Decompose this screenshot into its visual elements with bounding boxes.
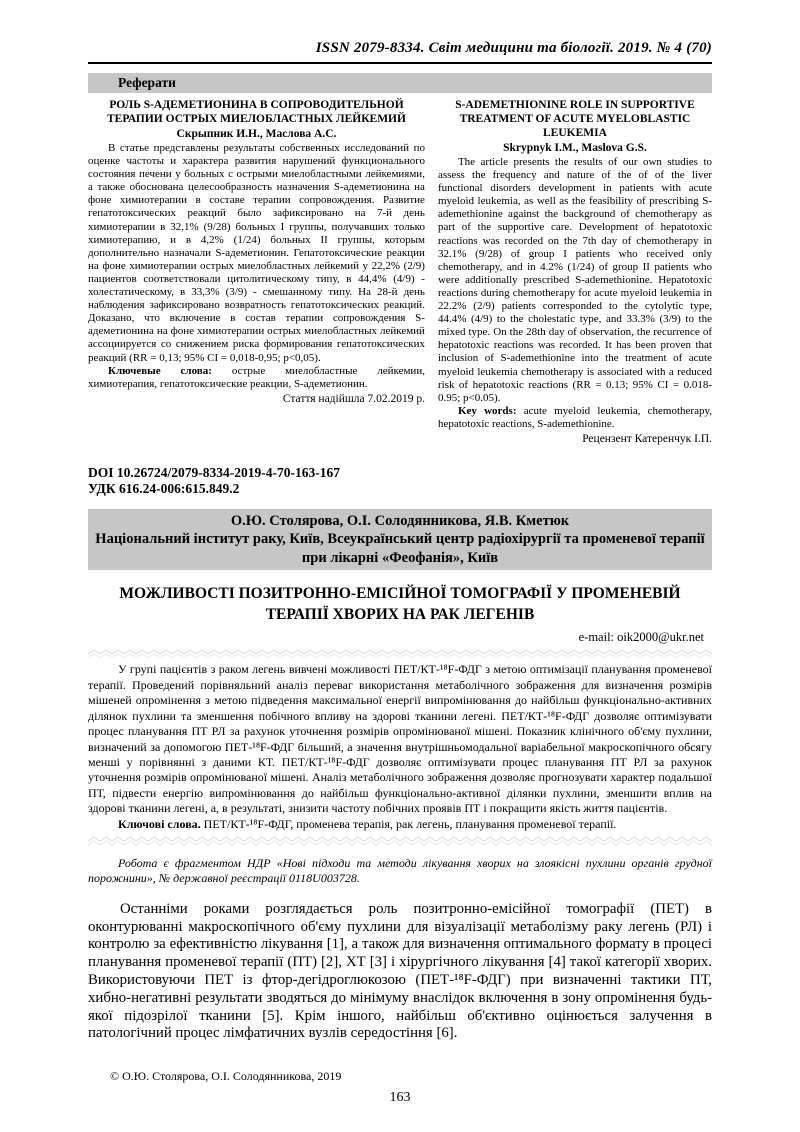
- abstract-en-keywords-label: Key words:: [457, 404, 517, 417]
- abstract-en-authors: Skrypnyk I.M., Maslova G.S.: [503, 142, 647, 154]
- abstract-en-reviewer: Рецензент Катеренчук І.П.: [582, 432, 712, 445]
- article-abstract-ua: У групі пацієнтів з раком легень вивчені можливості ПЕТ/КТ-¹⁸F-ФДГ з метою оптимізації планування променевої терапії. Проведений порівняльний аналіз переваг використання метаболічного зображення для визначення розмірів мішеней опромінення з метою підведення максимальної енергії випромінювання до найбільш функціонально-активних ділянок пухлини та зменшення побічного впливу на здорові тканини легені. ПЕТ/КТ-¹⁸F-ФДГ дозволяє оптимізувати процес планування ПТ РЛ за рахунок уточнення розмірів опромінюваної мішені. Показник клінічного об'єму пухлини, визначений за допомогою ПЕТ-¹⁸F-ФДГ більший, а значення внутрішньомодальної варіабельної макроскопічного обсягу менші у порівнянні з даними КТ. ПЕТ/КТ-¹⁸F-ФДГ дозволяє оптимізувати процес планування ПТ РЛ за рахунок уточнення розмірів опромінюваної мішені. Аналіз метаболічного зображення дозволяє прогнозувати характер подальшої ПТ, підвести енергію випромінювання до найбільш функціонально-активної ділянки пухлини, зменшити вплив на здорові тканини легені, а, в результаті, знизити частоту побічних проявів ПТ і покращити якість життя пацієнтів.: [88, 662, 712, 816]
- abstract-russian-column: [88, 96, 425, 445]
- article-keywords-ua: [88, 817, 712, 832]
- abstract-en-body: The article presents the results of our own studies to assess the frequency and nature of the of of the liver functional disorders development in patients with acute myeloid leukemia, as well as the feasibility of prescribing S-ademethionine against the background of chemotherapy as part of the supportive care. Development of hepatotoxic reactions was recorded on the 7th day of chemotherapy in 32.1% (9/28) of group I patients who received only chemotherapy, and in 4.2% (1/24) of group II patients who were additionally prescribed S-ademethionine. Hepatotoxic reactions during chemotherapy for acute myeloid leukemia in 22.2% (2/9) patients corresponded to the cytolytic type, 44.4% (4/9) to the cholestatic type, and 33.3% (3/9) to the mixed type. On the 28th day of observation, the recurrence of hepatotoxic reactions was recorded. It has been proven that inclusion of S-ademethionine into the treatment of acute myeloid leukemia chemotherapy is associated with a reduced risk of hepatotoxic reactions (RR = 0.13; 95% CI = 0.018-0.95; p<0.05).: [437, 156, 712, 404]
- abstract-ru-keywords: [88, 365, 425, 391]
- article-keywords-label: Ключові слова.: [118, 816, 201, 831]
- zigzag-separator-bottom: [88, 835, 712, 846]
- page-number: 163: [389, 1090, 411, 1105]
- abstracts-two-column: [88, 96, 712, 445]
- abstract-ru-keywords-text: острые миелобластные лейкемии, химиотерапия, гепатотоксические реакции, S-адеметионин.: [88, 364, 425, 390]
- abstract-english-column: [438, 96, 712, 445]
- abstract-en-keywords: [438, 405, 712, 431]
- article-authors: О.Ю. Столярова, О.І. Солодянникова, Я.В. Кметюк: [230, 512, 570, 529]
- abstract-ru-body: В статье представлены результаты собственных исследований по оценке частоты и характера развития нарушений функционального состояния печени у больных с острыми миелобластными лейкемиями, а также обоснована целесообразность назначения S-адеметионина на фоне химиотерапии в составе терапии сопровождения. Развитие гепатотоксических реакций было зафиксировано на 7-й день химиотерапии в 32,1% (9/28) больных I группы, получавших только химиотерапию, и в 4,2% (1/24) больных II группы, которым дополнительно назначали S-адеметионин. Гепатотоксические реакции на фоне химиотерапии острых миелобластных лейкемий у 22,2% (2/9) пациентов соответствовали цитолитическому типу, в 44,4% (4/9) - холестатическому, в 33,3% (3/9) - смешанному типу. На 28-й день наблюдения зафиксировано возвратность гепатотоксических реакций. Доказано, что включение в состав терапии сопровождения S-адеметионина на фоне химиотерапии острых миелобластных лейкемий ассоциируется со снижением риска формирования гепатотоксических реакций (RR = 0,13; 95% CI = 0,018-0,95; p<0,05).: [88, 142, 425, 364]
- abstract-ru-received-date: Стаття надійшла 7.02.2019 р.: [282, 392, 425, 405]
- header-rule: [88, 62, 712, 64]
- article-authors-box: [88, 509, 712, 571]
- doi-line: DOI 10.26724/2079-8334-2019-4-70-163-167: [88, 464, 340, 480]
- abstract-en-keywords-text: acute myeloid leukemia, chemotherapy, hepatotoxic reactions, S-ademethionine.: [437, 404, 713, 430]
- article-title: МОЖЛИВОСТІ ПОЗИТРОННО-ЕМІСІЙНОЇ ТОМОГРАФІЇ У ПРОМЕНЕВІЙ ТЕРАПІЇ ХВОРИХ НА РАК ЛЕГЕНІВ: [119, 585, 681, 624]
- article-keywords-text: ПЕТ/КТ-¹⁸F-ФДГ, променева терапія, рак легень, планування променевої терапії.: [203, 816, 617, 831]
- copyright-line: © О.Ю. Столярова, О.І. Солодянникова, 2019: [110, 1069, 342, 1084]
- article-email: e-mail: oik2000@ukr.net: [578, 630, 704, 645]
- udc-line: УДК 616.24-006:615.849.2: [88, 481, 240, 497]
- zigzag-separator-top: [88, 648, 712, 659]
- article-intro-paragraph: Останніми роками розглядається роль позитронно-емісійної томографії (ПЕТ) в оконтурюванні макроскопічного об'єму пухлини для візуалізації метаболізму раку легень (РЛ) і контролю за ефективністю лікування [1], а також для визначення оптимального формату в процесі планування променевої терапії (ПТ) [2], ХТ [3] і хірургічного лікування [4] такої категорії хворих. Використовуючи ПЕТ із фтор-дегідроглюкозою (ПЕТ-¹⁸F-ФДГ) при визначенні тактики ПТ, хибно-негативні результати зводяться до мінімуму внаслідок включення в зону опромінення будь-якої підозрілої тканини [5]. Крім іншого, найбільш об'єктивно оцінюється залучення в патологічний процес лімфатичних вузлів середостіння [6].: [88, 900, 712, 1042]
- abstract-ru-keywords-label: Ключевые слова:: [108, 364, 212, 377]
- section-bar-referaty: Реферати: [88, 73, 712, 93]
- abstract-ru-authors: Скрыпник И.Н., Маслова А.С.: [176, 128, 337, 140]
- ndr-fragment-note: Робота є фрагментом НДР «Нові підходи та методи лікування хворих на злоякісні пухлини органів грудної порожнини», № державної реєстрації 0118U003728.: [88, 855, 712, 886]
- running-head: ISSN 2079-8334. Світ медицини та біології. 2019. № 4 (70): [315, 40, 712, 56]
- article-affiliation: Національний інститут раку, Київ, Всеукраїнський центр радіохірургії та променевої терапії при лікарні «Феофанія», Київ: [95, 531, 705, 566]
- abstract-ru-title: РОЛЬ S-АДЕМЕТИОНИНА В СОПРОВОДИТЕЛЬНОЙ ТЕРАПИИ ОСТРЫХ МИЕЛОБЛАСТНЫХ ЛЕЙКЕМИЙ: [106, 99, 406, 125]
- abstract-en-title: S-ADEMETHIONINE ROLE IN SUPPORTIVE TREATMENT OF ACUTE MYELOBLASTIC LEUKEMIA: [455, 99, 695, 139]
- doi-udc-block: [88, 465, 712, 498]
